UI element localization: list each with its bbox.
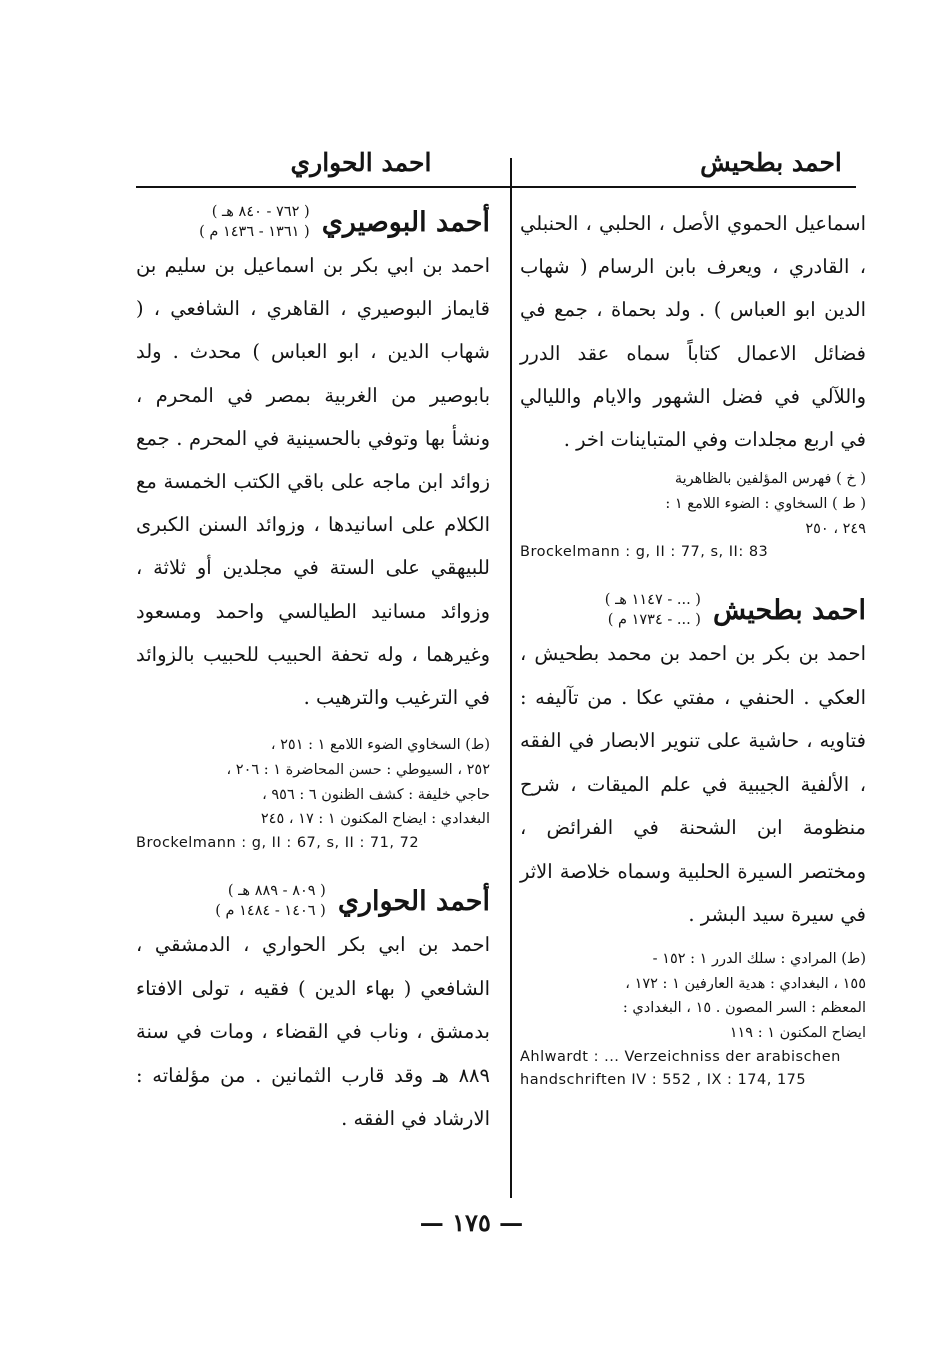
latin-reference: Brockelmann : g, II : 67, s, II : 71, 72 (136, 835, 420, 852)
right-column (520, 202, 866, 1092)
latin-reference: Ahlwardt : ... Verzeichniss der arabischen handschriften IV : 552 , IX : 174, 175 (520, 1048, 841, 1088)
entry-heading (136, 881, 490, 921)
entry-references (520, 947, 866, 1046)
dates-gregorian: ( ١٣٦١ - ١٤٣٦ م ) (199, 224, 310, 240)
header-rule (136, 186, 856, 188)
dates-hijri: ( ٨٠٩ - ٨٨٩ هـ ) (227, 883, 326, 900)
entry-references (136, 733, 490, 832)
entry-heading (520, 590, 866, 630)
reference-line: ١٥٥ ، البغدادي : هدية العارفين ١ : ١٧٢ ، (625, 975, 866, 992)
reference-line: المعظم : السر المصون . ١٥ ، البغدادي : (622, 1000, 866, 1017)
column-divider (510, 158, 512, 1198)
entry-dates (199, 202, 310, 242)
reference-line: (ط) السخاوي الضوء اللامع ١ : ٢٥١ ، (270, 737, 490, 754)
dates-gregorian: ( ... - ١٧٣٤ م ) (607, 612, 701, 629)
page-number: — ١٧٥ — (419, 1208, 524, 1237)
entry-body-text: احمد بن بكر بن احمد بن محمد بطحيش ، العكي . الحنفي ، مفتي عكا . من تآليفه : فتاويه ، حاشية على تنوير الابصار في الفقه ، الألفية الجيبية في علم الميقات ، شرح منظومة ابن الشحنة في الفرائض ، ومختصر السيرة الحلبية وسماه خلاصة الاثر في سيرة سيد البشر . (520, 642, 866, 927)
entry-body-text: احمد بن ابي بكر بن اسماعيل بن سليم بن قايماز البوصيري ، القاهري ، الشافعي ، ( شهاب الدين ، ابو العباس ) محدث . ولد بابوصير من الغربية بمصر في المحرم ، ونشأ بها وتوفي بالحسينية في المحرم . جمع زوائد ابن ماجه على باقي الكتب الخمسة مع الكلام على اسانيدها ، وزوائد السنن الكبرى للبيهقي على الستة في مجلدين أو ثلاثة ، وزوائد مسانيد الطيالسي واحمد ومسعود وغيرهما ، وله تحفة الحبيب للحبيب بالزوائد في الترغيب والترهيب . (136, 254, 490, 710)
entry-body-text: احمد بن ابي بكر الحواري ، الدمشقي ، الشافعي ( بهاء الدين ) فقيه ، تولى الافتاء بدمشق ، وناب في القضاء ، ومات في سنة ٨٨٩ هـ وقد قارب الثمانين . من مؤلفاته : الارشاد في الفقه . (136, 933, 490, 1131)
entry-name: أحمد البوصيري (321, 206, 490, 238)
left-column (136, 202, 490, 1141)
dates-gregorian: ( ١٤٠٦ - ١٤٨٤ م ) (215, 903, 326, 920)
reference-line: البغدادي : ايضاح المكنون ١ : ١٧ ، ٢٤٥ (260, 811, 490, 828)
entry-name: أحمد الحواري (337, 885, 490, 917)
entry-name: احمد بطحيش (712, 594, 866, 626)
left-running-title: احمد الحواري (290, 148, 432, 177)
entry-heading (136, 202, 490, 242)
reference-line: (ط) المرادي : سلك الدرر ١ : ١٥٢ - (652, 950, 866, 967)
dates-hijri: ( ٧٦٢ - ٨٤٠ هـ ) (211, 204, 310, 220)
reference-line: ٢٥٢ ، السيوطي : حسن المحاضرة ١ : ٢٠٦ ، (226, 761, 490, 778)
entry-dates (215, 881, 326, 921)
reference-line: ( خ ) فهرس المؤلفين بالظاهرية (674, 471, 866, 488)
continuation-references (520, 467, 866, 541)
entry-continuation-text: اسماعيل الحموي الأصل ، الحلبي ، الحنبلي ، القادري ، ويعرف بابن الرسام ( شهاب الدين ابو العباس ) . ولد بحماة ، جمع في فضائل الاعمال كتاباً سماه عقد الدرر واللآلي في فضل الشهور والايام والليالي في اربع مجلدات وفي المتباينات اخر . (520, 212, 866, 452)
reference-line: ايضاح المكنون ١ : ١١٩ (729, 1024, 866, 1041)
reference-line: ٢٤٩ ، ٢٥٠ (805, 520, 866, 537)
latin-reference: Brockelmann : g, II : 77, s, II: 83 (520, 544, 769, 561)
entry-dates (605, 590, 701, 630)
reference-line: ( ط ) السخاوي : الضوء اللامع ١ : (665, 495, 866, 512)
right-running-title: احمد بطحيش (700, 148, 842, 177)
reference-line: حاجي خليفة : كشف الظنون ٦ : ٩٥٦ ، (262, 786, 490, 803)
dates-hijri: ( ... - ١١٤٧ هـ ) (604, 592, 701, 609)
page-header (136, 138, 856, 186)
